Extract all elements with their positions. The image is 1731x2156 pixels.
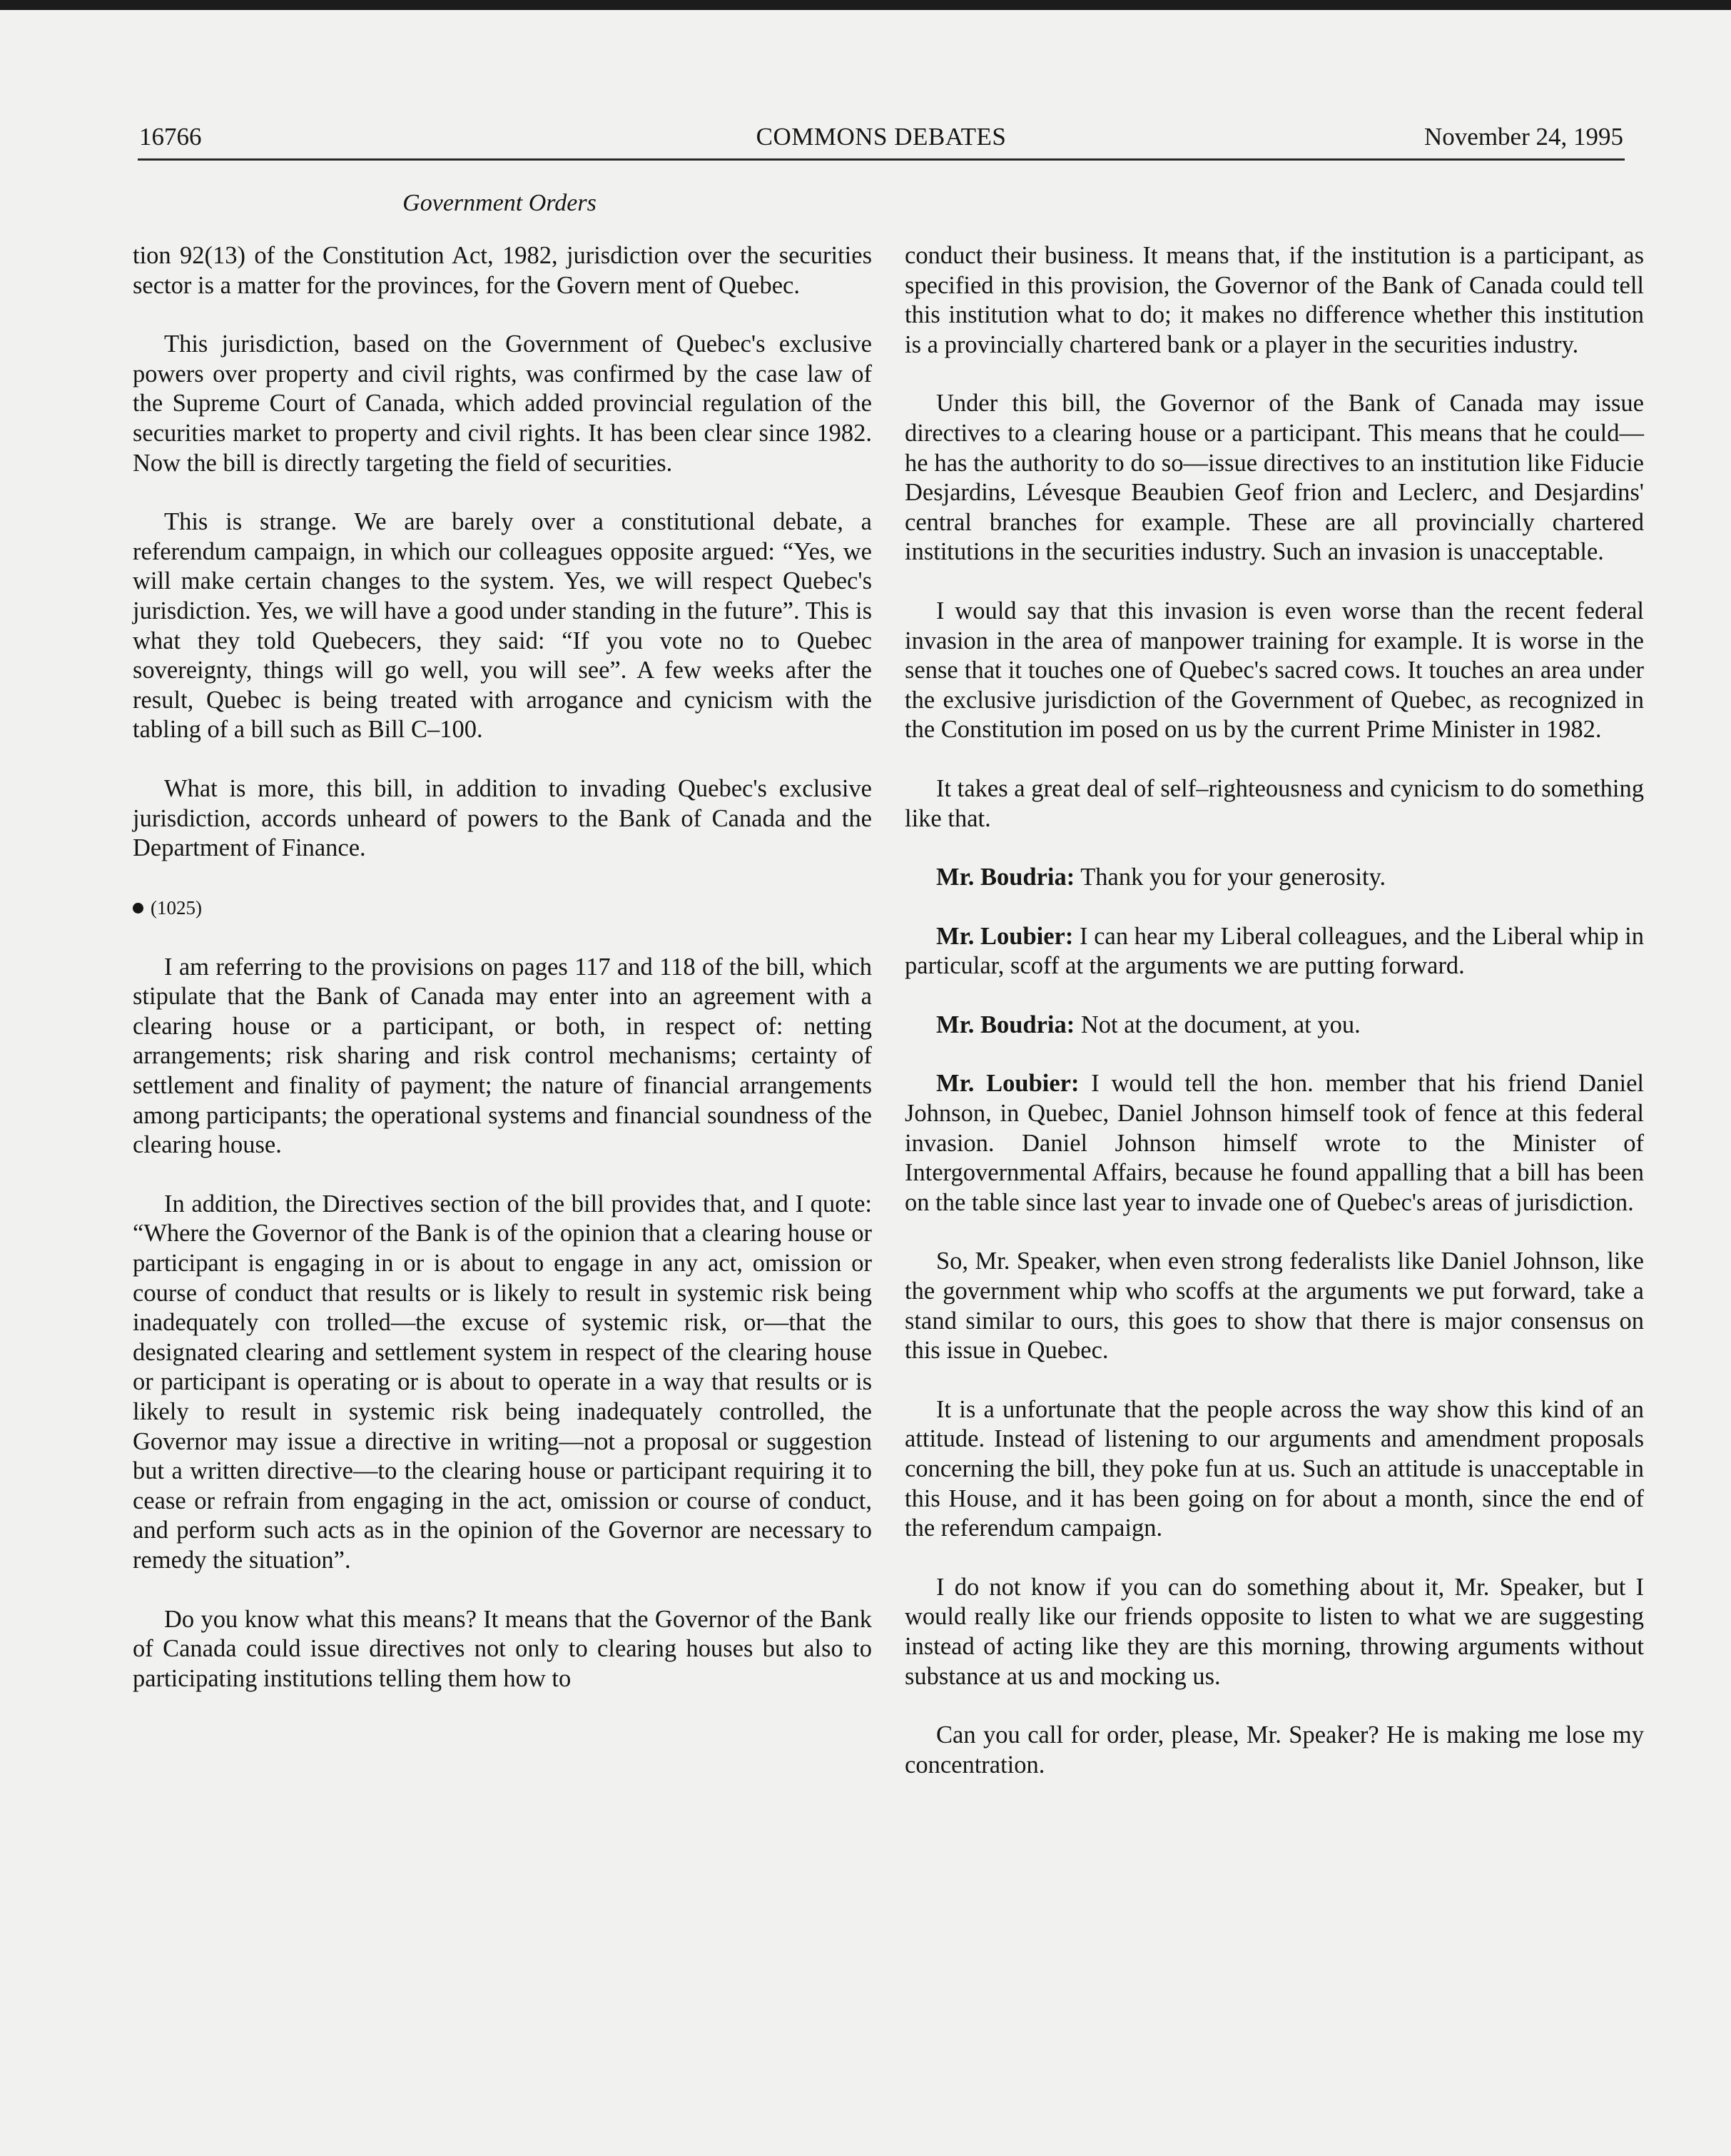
publication-date: November 24, 1995 [1424,123,1623,151]
paragraph: So, Mr. Speaker, when even strong federalists like Daniel Johnson, like the government whip who scoffs at the arguments we put forward, take a stand similar to ours, this goes to show that there is major consensus on this issue in Quebec. [905,1247,1644,1365]
speaker-name: Mr. Loubier: [936,1070,1080,1098]
paragraph: This is strange. We are barely over a constitutional debate, a referendum campaign, in which our colleagues opposite argued: “Yes, we will make certain changes to the system. Yes, we will respect Quebec's jurisdiction. Yes, we will have a good under standing in the future”. This is what they told Quebecers, they said: “If you vote no to Quebec sovereignty, things will go well, you will see”. A few weeks after the result, Quebec is being treated with arrogance and cynicism with the tabling of a bill such as Bill C–100. [133,508,872,744]
header-rule [138,158,1625,161]
paragraph: What is more, this bill, in addition to invading Quebec's exclusive jurisdiction, accords unheard of powers to the Bank of Canada and the Department of Finance. [133,774,872,862]
paragraph: It is a unfortunate that the people across the way show this kind of an attitude. Instead of listening to our arguments and amendment proposals concerning the bill, they poke fun at us. Such an attitude is unacceptable in this House, and it has been going on for about a month, since the end of the referendum campaign. [905,1395,1644,1542]
page-header [139,120,1623,154]
paragraph: Can you call for order, please, Mr. Speaker? He is making me lose my concentration. [905,1721,1644,1778]
paragraph: tion 92(13) of the Constitution Act, 1982, jurisdiction over the securities sector is a matter for the provinces, for the Govern ment of Quebec. [133,242,872,299]
speaker-name: Mr. Boudria: [936,1011,1075,1038]
speech-paragraph [905,1069,1644,1218]
time-marker [133,893,872,923]
speaker-name: Mr. Boudria: [936,864,1075,891]
right-column [905,241,1644,1809]
publication-title: COMMONS DEBATES [756,123,1007,151]
speech-text: Thank you for your generosity. [1075,864,1386,891]
left-column [133,241,872,1723]
section-heading: Government Orders [402,190,597,216]
paragraph: I would say that this invasion is even worse than the recent federal invasion in the area of manpower training for example. It is worse in the sense that it touches one of Quebec's sacred cows. It touches an area under the exclusive jurisdiction of the Government of Quebec, as recognized in the Constitution im posed on us by the current Prime Minister in 1982. [905,597,1644,744]
paragraph: In addition, the Directives section of the bill provides that, and I quote: “Where the Governor of the Bank is of the opinion that a clearing house or participant is engaging in or is about to engage in any act, omission or course of conduct that results or is likely to result in systemic risk being inadequately con trolled—the excuse of systemic risk, or—that the designated clearing and settlement system in respect of the clearing house or participant is operating or is about to operate in a way that results or is likely to result in systemic risk being inadequately controlled, the Governor may issue a directive in writing—not a proposal or suggestion but a written directive—to the clearing house or participant requiring it to cease or refrain from engaging in the act, omission or course of conduct, and perform such acts as in the opinion of the Governor are necessary to remedy the situation”. [133,1190,872,1574]
scan-edge [0,0,1731,10]
speech-paragraph [905,863,1644,893]
speech-paragraph [905,1011,1644,1041]
paragraph: I am referring to the provisions on pages 117 and 118 of the bill, which stipulate that the Bank of Canada may enter into an agreement with a clearing house or a participant, or both, in respect of: netting arrangements; risk sharing and risk control mechanisms; certainty of settlement and finality of payment; the nature of financial arrangements among participants; the operational systems and financial soundness of the clearing house. [133,953,872,1159]
paragraph: Do you know what this means? It means that the Governor of the Bank of Canada could issue directives not only to clearing houses but also to participating institutions telling them how to [133,1605,872,1692]
paragraph: This jurisdiction, based on the Government of Quebec's exclusive powers over property and civil rights, was confirmed by the case law of the Supreme Court of Canada, which added provincial regulation of the securities market to property and civil rights. It has been clear since 1982. Now the bill is directly targeting the field of securities. [133,330,872,477]
paragraph: I do not know if you can do something about it, Mr. Speaker, but I would really like our friends opposite to listen to what we are suggesting instead of acting like they are this morning, throwing arguments without substance at us and mocking us. [905,1573,1644,1690]
speaker-name: Mr. Loubier: [936,922,1074,950]
paragraph: It takes a great deal of self–righteousness and cynicism to do something like that. [905,774,1644,832]
speech-text: I can hear my Liberal colleagues, and the Liberal whip in particular, scoff at the arguments we are putting forward. [905,922,1644,980]
speech-text: Not at the document, at you. [1075,1011,1361,1038]
speech-paragraph [905,922,1644,981]
speech-text: I would tell the hon. member that his friend Daniel Johnson, in Quebec, Daniel Johnson himself took of fence at this federal invasion. Daniel Johnson himself wrote to the Minister of Intergovernmental Affairs, because he found appalling that a bill has been on the table since last year to invade one of Quebec's areas of jurisdiction. [905,1070,1644,1216]
paragraph: Under this bill, the Governor of the Bank of Canada may issue directives to a clearing house or a participant. This means that he could—he has the authority to do so—issue directives to an institution like Fiducie Desjardins, Lévesque Beaubien Geof frion and Leclerc, and Desjardins' central branches for example. These are all provincially chartered institutions in the securities industry. Such an invasion is unacceptable. [905,390,1644,566]
paragraph: conduct their business. It means that, if the institution is a participant, as specified in this provision, the Governor of the Bank of Canada could tell this institution what to do; it makes no difference whether this institution is a provincially chartered bank or a player in the securities industry. [905,242,1644,358]
bullet-icon [133,903,143,913]
time-marker-label: (1025) [151,896,202,918]
page-number: 16766 [139,123,202,151]
